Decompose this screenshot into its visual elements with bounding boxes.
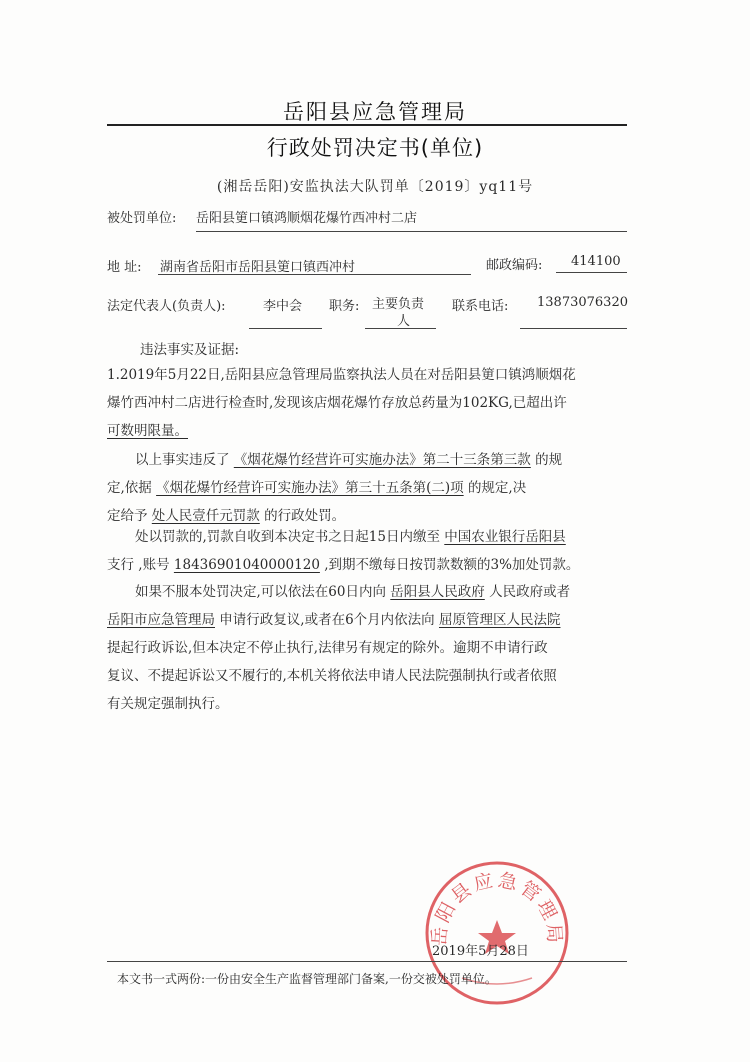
appeal-line-5: 有关规定强制执行。 — [107, 696, 229, 712]
appeal-line-4: 复议、不提起诉讼又不履行的,本机关将依法申请人民法院强制执行或者依照 — [107, 668, 557, 684]
appeal-line-3: 提起行政诉讼,但本决定不停止执行,法律另有规定的除外。逾期不申请行政 — [107, 640, 548, 656]
phone-label: 联系电话: — [452, 299, 509, 314]
basis-text-2: 的规定,决 — [467, 480, 527, 496]
appeal-paragraph — [107, 578, 627, 718]
position-label: 职务: — [329, 299, 360, 314]
payment-paragraph — [107, 523, 627, 579]
phone-underline — [520, 328, 627, 329]
document-title: 行政处罚决定书(单位) — [266, 136, 484, 160]
address-value: 湖南省岳阳市岳阳县筻口镇西冲村 — [160, 260, 356, 275]
postcode-underline — [556, 272, 627, 273]
penalty-text-1: 定给予 — [107, 508, 148, 524]
rep-label: 法定代表人(负责人): — [107, 299, 226, 314]
violated-regulation: 《烟花爆竹经营许可实施办法》第二十三条第三款 — [233, 452, 531, 468]
facts-paragraph — [107, 361, 627, 445]
document-number: (湘岳岳阳)安监执法大队罚单〔2019〕yq11号 — [216, 179, 534, 195]
appeal-text-1: 如果不服本处罚决定,可以依法在60日内向 — [135, 584, 386, 600]
facts-line-3: 可数明限量。 — [107, 423, 188, 439]
party-underline — [196, 231, 627, 232]
position-value-1: 主要负责 — [372, 297, 425, 312]
payment-text-1: 处以罚款的,罚款自收到本决定书之日起15日内缴至 — [135, 529, 440, 545]
address-underline — [158, 274, 471, 275]
violation-text-1: 以上事实违反了 — [135, 452, 230, 468]
decision-date: 2019年5月28日 — [432, 944, 529, 959]
appeal-text-3: 申请行政复议,或者在6个月内依法向 — [219, 612, 435, 628]
agency-name: 岳阳县应急管理局 — [283, 100, 467, 124]
violation-paragraph — [107, 446, 627, 530]
postcode-label: 邮政编码: — [486, 258, 543, 273]
footer-note: 本文书一式两份:一份由安全生产监督管理部门备案,一份交被处罚单位。 — [117, 972, 497, 986]
header-rule — [107, 124, 627, 126]
facts-line-2: 爆竹西冲村二店进行检查时,发现该店烟花爆竹存放总药量为102KG,已超出许 — [107, 395, 567, 411]
footer-rule — [107, 961, 627, 962]
payment-bank: 中国农业银行岳阳县 — [444, 529, 566, 545]
appeal-court: 屈原管理区人民法院 — [438, 612, 561, 628]
rep-underline — [249, 328, 322, 329]
svg-text:岳阳县应急管理局: 岳阳县应急管理局 — [428, 869, 566, 947]
penalty-text-2: 的行政处罚。 — [264, 508, 346, 524]
basis-regulation: 《烟花爆竹经营许可实施办法》第三十五条第(二)项 — [156, 480, 464, 496]
party-value: 岳阳县筻口镇鸿顺烟花爆竹西冲村二店 — [196, 211, 418, 226]
appeal-government: 岳阳县人民政府 — [390, 584, 485, 600]
appeal-bureau: 岳阳市应急管理局 — [107, 612, 215, 628]
address-label: 地 址: — [107, 260, 142, 275]
postcode-value: 414100 — [571, 254, 621, 269]
position-underline — [365, 328, 436, 329]
payment-account-label: ,账号 — [138, 557, 170, 573]
appeal-text-2: 人民政府或者 — [489, 584, 571, 600]
rep-value: 李中会 — [263, 299, 303, 314]
party-label: 被处罚单位: — [107, 211, 177, 226]
payment-account-number: 18436901040000120 — [173, 557, 320, 573]
facts-heading: 违法事实及证据: — [140, 342, 240, 358]
facts-line-1: 1.2019年5月22日,岳阳县应急管理局监察执法人员在对岳阳县筻口镇鸿顺烟花 — [107, 367, 576, 383]
penalty-amount: 处人民壹仟元罚款 — [151, 508, 260, 524]
position-value-2: 人 — [397, 314, 411, 329]
basis-text-1: 定,依据 — [107, 480, 152, 496]
phone-value: 13873076320 — [537, 295, 628, 310]
payment-text-2: ,到期不缴每日按罚款数额的3%加处罚款。 — [324, 557, 580, 573]
payment-bank-branch: 支行 — [107, 557, 134, 573]
violation-text-2: 的规 — [535, 452, 563, 468]
